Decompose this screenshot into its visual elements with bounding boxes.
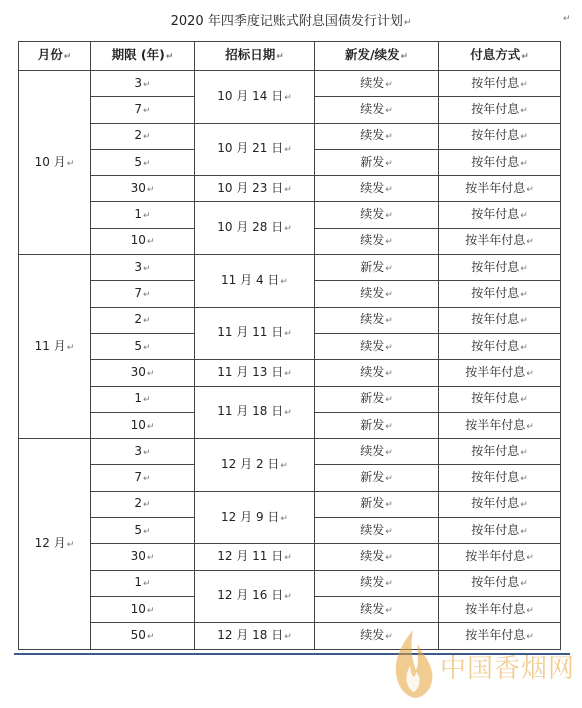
paragraph-mark: ↵: [385, 579, 393, 590]
paragraph-mark: ↵: [520, 342, 528, 353]
table-row: [19, 71, 561, 97]
payment-method-cell: 按半年付息↵: [439, 176, 561, 202]
paragraph-mark: ↵: [284, 592, 292, 603]
auction-date-cell: 12 月 16 日↵: [195, 570, 315, 623]
paragraph-mark: ↵: [143, 158, 151, 169]
paragraph-mark: ↵: [520, 211, 528, 222]
term-cell: 7↵: [91, 281, 195, 307]
term-cell: 3↵: [91, 439, 195, 465]
table-body: [19, 71, 561, 650]
flame-logo-icon: [388, 626, 438, 702]
issue-type-cell: 新发↵: [315, 255, 439, 281]
paragraph-mark: ↵: [385, 421, 393, 432]
paragraph-mark: ↵: [280, 460, 288, 471]
auction-date-cell: 11 月 13 日↵: [195, 360, 315, 386]
paragraph-mark: ↵: [385, 631, 393, 642]
term-cell: 30↵: [91, 544, 195, 570]
paragraph-mark: ↵: [520, 290, 528, 301]
payment-method-cell: 按半年付息↵: [439, 228, 561, 254]
issue-type-cell: 新发↵: [315, 491, 439, 517]
issue-type-cell: 续发↵: [315, 307, 439, 333]
term-cell: 10↵: [91, 412, 195, 438]
paragraph-mark: ↵: [385, 211, 393, 222]
paragraph-mark: ↵: [143, 526, 151, 537]
paragraph-mark: ↵: [520, 500, 528, 511]
paragraph-mark: ↵: [385, 500, 393, 511]
table-row: [19, 176, 561, 202]
term-cell: 5↵: [91, 518, 195, 544]
paragraph-mark: ↵: [385, 132, 393, 143]
paragraph-mark: ↵: [526, 631, 534, 642]
term-cell: 50↵: [91, 623, 195, 649]
auction-date-cell: 11 月 4 日↵: [195, 255, 315, 308]
term-cell: 3↵: [91, 255, 195, 281]
paragraph-mark: ↵: [66, 342, 75, 353]
paragraph-mark: ↵: [520, 447, 528, 458]
paragraph-mark: ↵: [146, 631, 155, 642]
auction-date-cell: 10 月 21 日↵: [195, 123, 315, 176]
paragraph-mark: ↵: [284, 329, 292, 340]
table-row: [19, 123, 561, 149]
paragraph-mark: ↵: [146, 421, 155, 432]
term-cell: 1↵: [91, 386, 195, 412]
payment-method-cell: 按年付息↵: [439, 570, 561, 596]
paragraph-mark: ↵: [143, 79, 151, 90]
paragraph-mark: ↵: [520, 474, 528, 485]
paragraph-mark: ↵: [146, 605, 155, 616]
issue-type-cell: 续发↵: [315, 360, 439, 386]
payment-method-cell: 按年付息↵: [439, 518, 561, 544]
paragraph-mark: ↵: [520, 526, 528, 537]
auction-date-cell: 12 月 11 日↵: [195, 544, 315, 570]
term-cell: 7↵: [91, 97, 195, 123]
payment-method-cell: 按半年付息↵: [439, 596, 561, 622]
paragraph-mark: ↵: [385, 552, 393, 563]
auction-date-cell: 10 月 14 日↵: [195, 71, 315, 124]
payment-method-cell: 按半年付息↵: [439, 623, 561, 649]
paragraph-mark: ↵: [66, 539, 75, 550]
watermark: [388, 612, 576, 702]
term-cell: 2↵: [91, 123, 195, 149]
issue-type-cell: 续发↵: [315, 123, 439, 149]
issue-type-cell: 续发↵: [315, 596, 439, 622]
issue-type-cell: 续发↵: [315, 71, 439, 97]
issue-type-cell: 续发↵: [315, 623, 439, 649]
term-cell: 5↵: [91, 333, 195, 359]
auction-date-cell: 12 月 18 日↵: [195, 623, 315, 649]
paragraph-mark: ↵: [385, 368, 393, 379]
table-row: [19, 491, 561, 517]
paragraph-mark: ↵: [520, 158, 528, 169]
paragraph-mark: ↵: [385, 395, 393, 406]
paragraph-mark: ↵: [280, 513, 288, 524]
paragraph-mark: ↵: [385, 290, 393, 301]
payment-method-cell: 按年付息↵: [439, 71, 561, 97]
payment-method-cell: 按年付息↵: [439, 439, 561, 465]
paragraph-mark: ↵: [284, 631, 292, 642]
term-cell: 2↵: [91, 307, 195, 333]
header-payment-method: 付息方式↵: [439, 42, 561, 71]
paragraph-mark: ↵: [520, 105, 528, 116]
issue-type-cell: 续发↵: [315, 570, 439, 596]
term-cell: 1↵: [91, 570, 195, 596]
table-row: [19, 386, 561, 412]
paragraph-mark: ↵: [143, 395, 151, 406]
issue-type-cell: 续发↵: [315, 202, 439, 228]
auction-date-cell: 12 月 2 日↵: [195, 439, 315, 492]
paragraph-mark: ↵: [520, 316, 528, 327]
paragraph-mark: ↵: [385, 263, 393, 274]
paragraph-mark: ↵: [526, 421, 534, 432]
month-cell: 12 月↵: [19, 439, 91, 649]
issue-type-cell: 新发↵: [315, 149, 439, 175]
issue-type-cell: 续发↵: [315, 333, 439, 359]
payment-method-cell: 按年付息↵: [439, 202, 561, 228]
paragraph-mark: ↵: [385, 526, 393, 537]
paragraph-mark: ↵: [143, 316, 151, 327]
issue-type-cell: 续发↵: [315, 228, 439, 254]
payment-method-cell: 按年付息↵: [439, 307, 561, 333]
term-cell: 5↵: [91, 149, 195, 175]
paragraph-mark: ↵: [143, 500, 151, 511]
paragraph-mark: ↵: [520, 579, 528, 590]
paragraph-mark: ↵: [143, 290, 151, 301]
auction-date-cell: 11 月 18 日↵: [195, 386, 315, 439]
month-cell: 10 月↵: [19, 71, 91, 255]
table-row: [19, 439, 561, 465]
table-row: [19, 570, 561, 596]
document-title-text: 2020 年四季度记账式附息国债发行计划: [170, 14, 403, 29]
issue-type-cell: 续发↵: [315, 97, 439, 123]
auction-date-cell: 12 月 9 日↵: [195, 491, 315, 544]
payment-method-cell: 按年付息↵: [439, 386, 561, 412]
table-row: [19, 307, 561, 333]
document-title: [0, 10, 582, 29]
table-row: [19, 544, 561, 570]
term-cell: 30↵: [91, 176, 195, 202]
month-cell: 11 月↵: [19, 255, 91, 439]
paragraph-mark: ↵: [520, 263, 528, 274]
issue-type-cell: 续发↵: [315, 518, 439, 544]
term-cell: 10↵: [91, 596, 195, 622]
payment-method-cell: 按年付息↵: [439, 255, 561, 281]
payment-method-cell: 按年付息↵: [439, 491, 561, 517]
paragraph-mark: ↵: [385, 474, 393, 485]
header-issue-type: 新发/续发↵: [315, 42, 439, 71]
payment-method-cell: 按年付息↵: [439, 333, 561, 359]
table-row: [19, 255, 561, 281]
payment-method-cell: 按年付息↵: [439, 97, 561, 123]
payment-method-cell: 按年付息↵: [439, 123, 561, 149]
paragraph-mark: ↵: [143, 211, 151, 222]
paragraph-mark: ↵: [385, 447, 393, 458]
term-cell: 3↵: [91, 71, 195, 97]
paragraph-mark: ↵: [385, 158, 393, 169]
table-row: [19, 202, 561, 228]
paragraph-mark: ↵: [284, 408, 292, 419]
term-cell: 10↵: [91, 228, 195, 254]
paragraph-mark: ↵: [146, 552, 155, 563]
issue-type-cell: 新发↵: [315, 412, 439, 438]
payment-method-cell: 按半年付息↵: [439, 360, 561, 386]
payment-method-cell: 按年付息↵: [439, 465, 561, 491]
paragraph-mark: ↵: [284, 552, 292, 563]
paragraph-mark: ↵: [146, 237, 155, 248]
paragraph-mark: ↵: [143, 474, 151, 485]
payment-method-cell: 按半年付息↵: [439, 412, 561, 438]
header-month: 月份↵: [19, 42, 91, 71]
paragraph-mark: ↵: [284, 92, 292, 103]
issue-type-cell: 续发↵: [315, 439, 439, 465]
auction-date-cell: 10 月 28 日↵: [195, 202, 315, 255]
header-term: 期限 (年)↵: [91, 42, 195, 71]
bond-issuance-table: [18, 41, 561, 650]
paragraph-mark: ↵: [385, 342, 393, 353]
paragraph-mark: ↵: [385, 237, 393, 248]
table-row: [19, 360, 561, 386]
watermark-text: 中国香烟网: [440, 654, 576, 684]
paragraph-mark: ↵: [526, 552, 534, 563]
paragraph-mark: ↵: [146, 368, 155, 379]
paragraph-mark: ↵: [385, 605, 393, 616]
paragraph-mark: ↵: [146, 184, 155, 195]
term-cell: 30↵: [91, 360, 195, 386]
paragraph-mark: ↵: [143, 263, 151, 274]
paragraph-mark: ↵: [284, 145, 292, 156]
paragraph-mark: ↵: [385, 79, 393, 90]
term-cell: 1↵: [91, 202, 195, 228]
issue-type-cell: 续发↵: [315, 281, 439, 307]
paragraph-mark: ↵: [520, 395, 528, 406]
paragraph-mark: ↵: [143, 447, 151, 458]
paragraph-mark: ↵: [520, 132, 528, 143]
auction-date-cell: 10 月 23 日↵: [195, 176, 315, 202]
paragraph-mark: ↵: [385, 184, 393, 195]
issue-type-cell: 续发↵: [315, 176, 439, 202]
paragraph-mark: ↵: [66, 158, 75, 169]
issue-type-cell: 续发↵: [315, 544, 439, 570]
issue-type-cell: 新发↵: [315, 465, 439, 491]
payment-method-cell: 按年付息↵: [439, 149, 561, 175]
paragraph-mark: ↵: [526, 368, 534, 379]
paragraph-mark: ↵: [143, 132, 151, 143]
paragraph-mark: ↵: [520, 79, 528, 90]
header-auction-date: 招标日期↵: [195, 42, 315, 71]
paragraph-mark: ↵: [143, 579, 151, 590]
payment-method-cell: 按年付息↵: [439, 281, 561, 307]
term-cell: 7↵: [91, 465, 195, 491]
auction-date-cell: 11 月 11 日↵: [195, 307, 315, 360]
paragraph-mark: ↵: [526, 184, 534, 195]
paragraph-mark: ↵: [526, 237, 534, 248]
paragraph-mark: ↵: [526, 605, 534, 616]
paragraph-mark: ↵: [284, 368, 292, 379]
paragraph-mark: ↵: [284, 224, 292, 235]
paragraph-mark: ↵: [143, 105, 151, 116]
payment-method-cell: 按半年付息↵: [439, 544, 561, 570]
paragraph-mark: ↵: [143, 342, 151, 353]
term-cell: 2↵: [91, 491, 195, 517]
paragraph-mark: ↵: [563, 14, 571, 24]
paragraph-mark: ↵: [385, 105, 393, 116]
table-header-row: [19, 42, 561, 71]
issue-type-cell: 新发↵: [315, 386, 439, 412]
paragraph-mark: ↵: [284, 184, 292, 195]
paragraph-mark: ↵: [385, 316, 393, 327]
paragraph-mark: ↵: [403, 18, 412, 28]
paragraph-mark: ↵: [280, 276, 288, 287]
